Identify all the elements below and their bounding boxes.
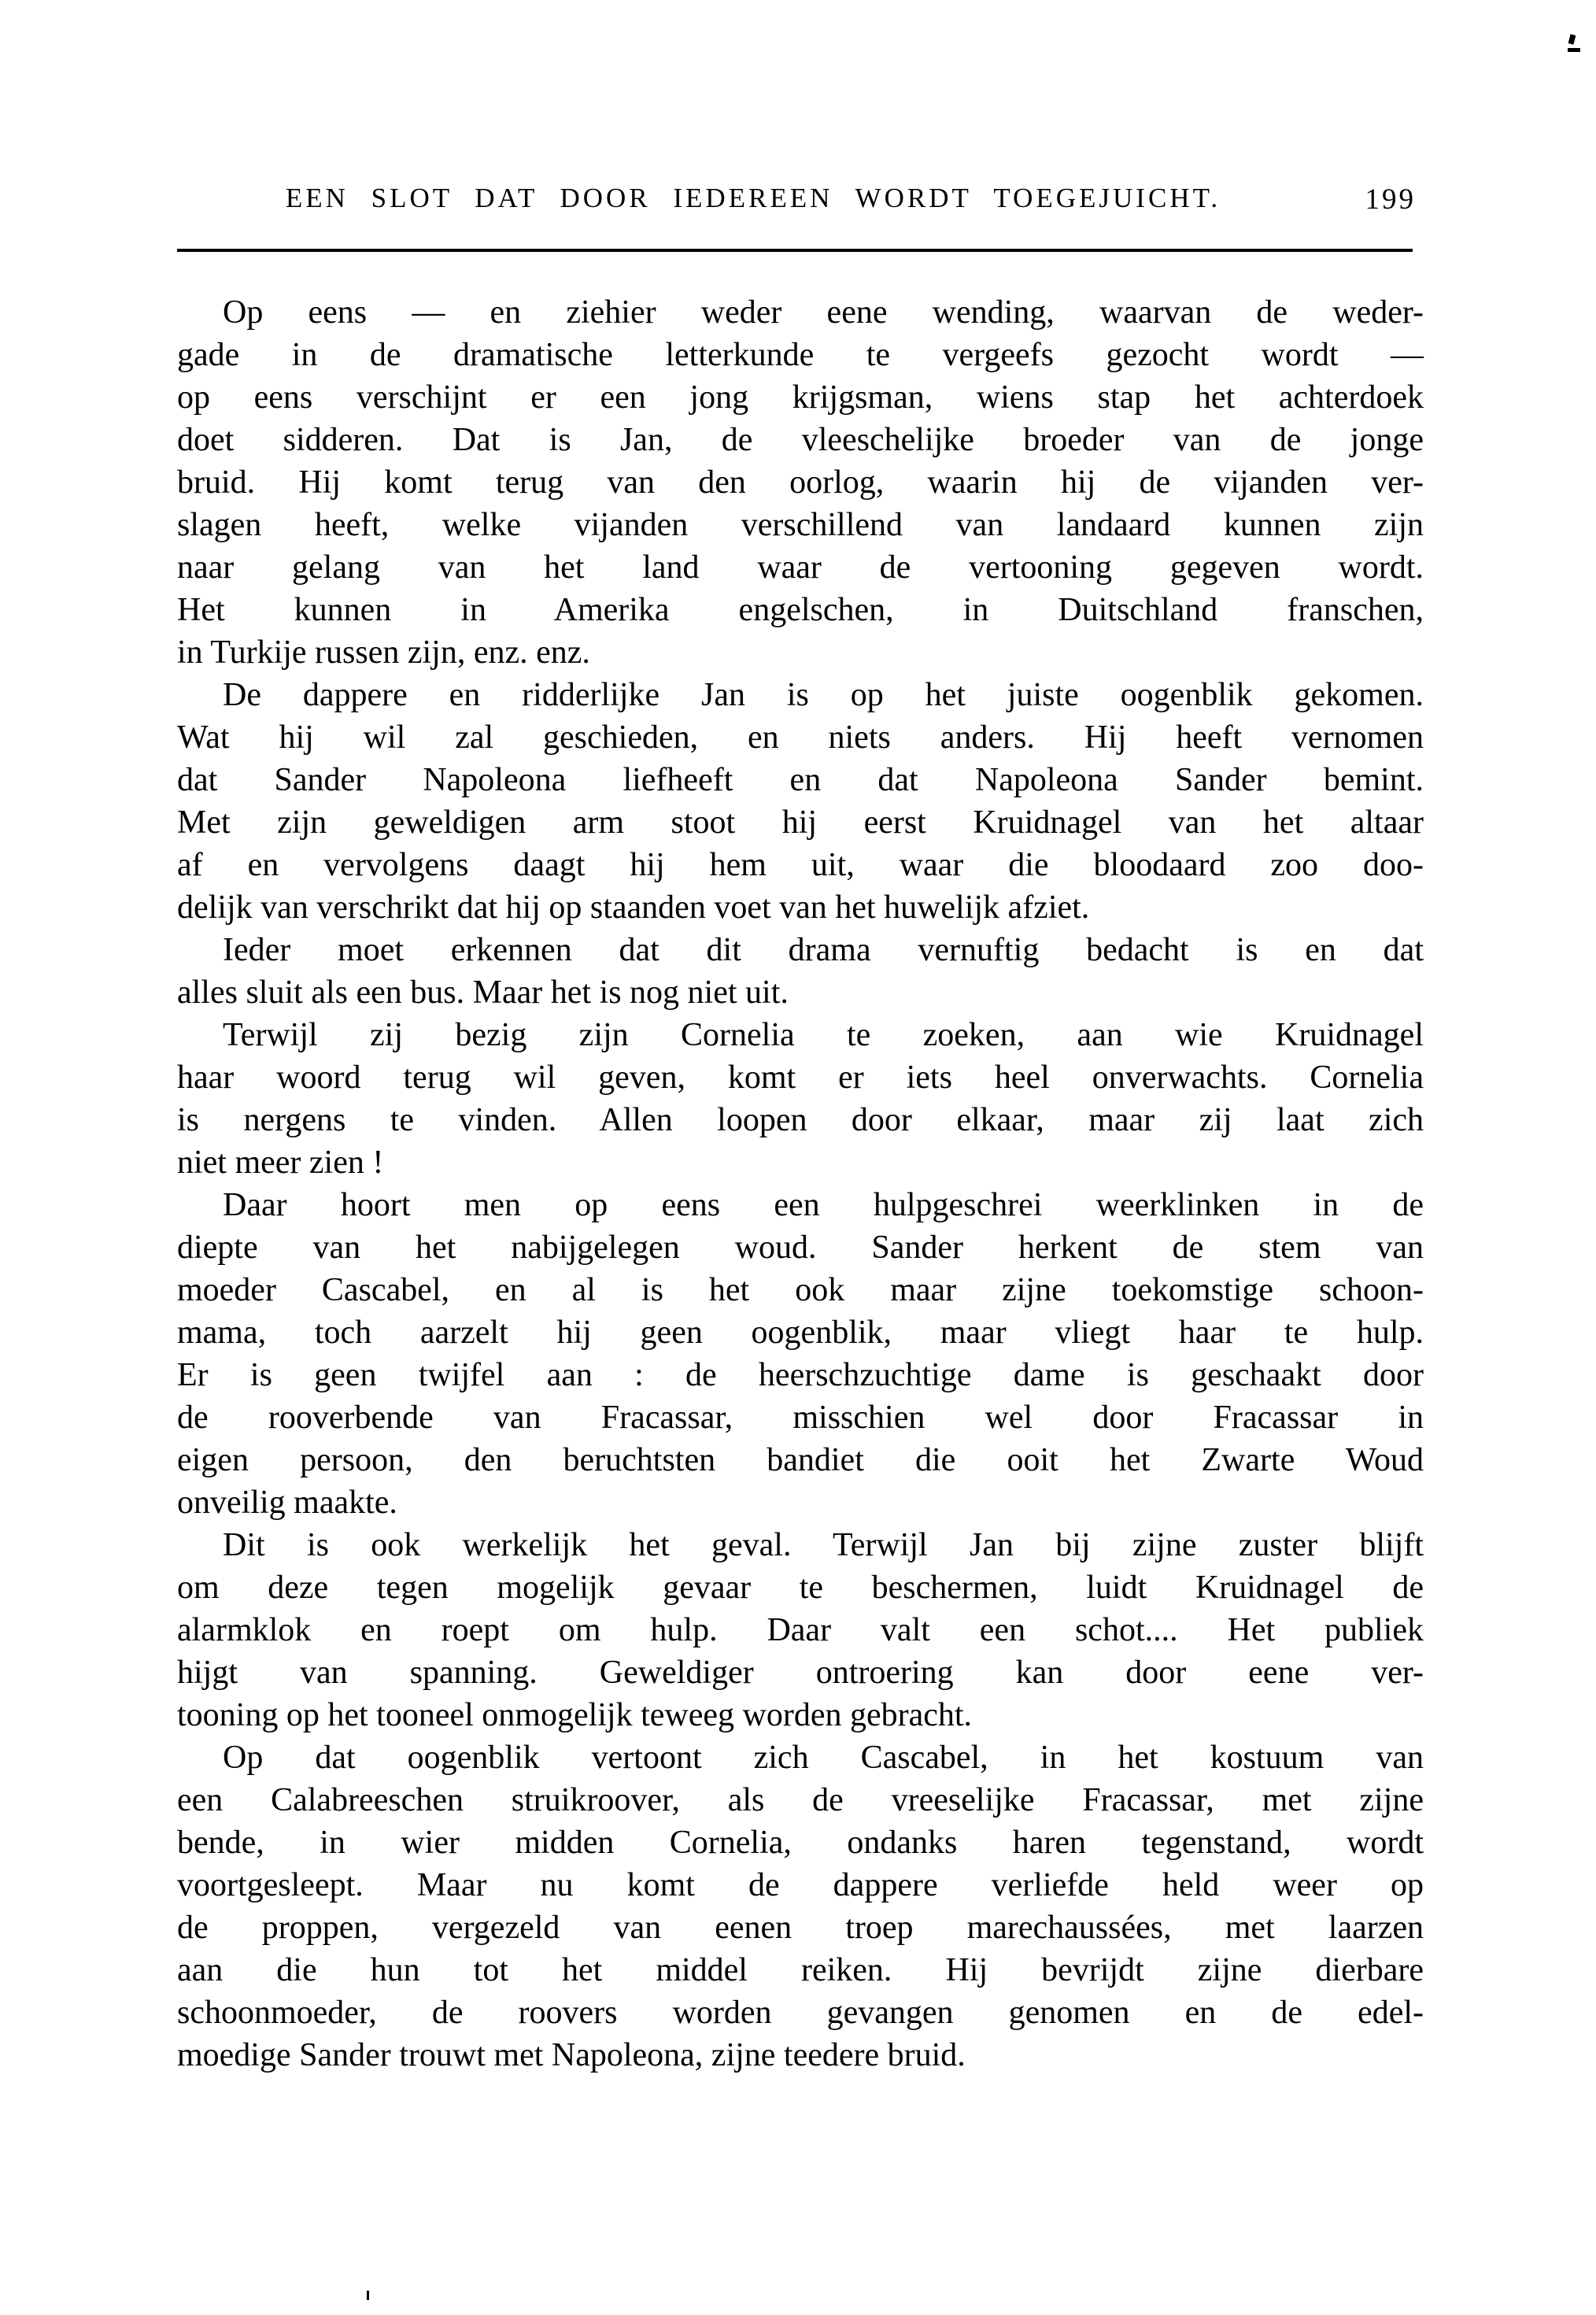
- paragraph: [177, 1014, 1424, 1184]
- text-line: een Calabreeschen struikroover, als de vreeselijke Fracassar, met zijne: [177, 1782, 1424, 1818]
- text-line: dat Sander Napoleona liefheeft en dat Napoleona Sander bemint.: [177, 762, 1424, 798]
- paragraph: [177, 1524, 1424, 1736]
- text-line: De dappere en ridderlijke Jan is op het juiste oogenblik gekomen.: [223, 677, 1424, 713]
- text-line: de proppen, vergezeld van eenen troep marechaussées, met laarzen: [177, 1910, 1424, 1946]
- text-line: bruid. Hij komt terug van den oorlog, waarin hij de vijanden ver-: [177, 464, 1424, 501]
- text-line: om deze tegen mogelijk gevaar te beschermen, luidt Kruidnagel de: [177, 1570, 1424, 1606]
- running-head: [177, 183, 1424, 222]
- text-line: naar gelang van het land waar de vertooning gegeven wordt.: [177, 549, 1424, 586]
- text-line: Er is geen twijfel aan : de heerschzuchtige dame is geschaakt door: [177, 1357, 1424, 1393]
- text-line: tooning op het tooneel onmogelijk teweeg worden gebracht.: [177, 1697, 973, 1733]
- text-line: in Turkije russen zijn, enz. enz.: [177, 634, 590, 671]
- text-line: haar woord terug wil geven, komt er iets heel onverwachts. Cornelia: [177, 1060, 1424, 1096]
- text-line: Op eens — en ziehier weder eene wending, waarvan de weder-: [223, 294, 1424, 331]
- text-line: diepte van het nabijgelegen woud. Sander herkent de stem van: [177, 1230, 1424, 1266]
- text-line: Op dat oogenblik vertoont zich Cascabel, in het kostuum van: [223, 1740, 1424, 1776]
- text-line: alarmklok en roept om hulp. Daar valt een schot.... Het publiek: [177, 1612, 1424, 1648]
- text-line: de rooverbende van Fracassar, misschien wel door Fracassar in: [177, 1400, 1424, 1436]
- text-line: op eens verschijnt er een jong krijgsman, wiens stap het achterdoek: [177, 379, 1424, 416]
- ink-speck: [1568, 34, 1576, 44]
- text-line: Het kunnen in Amerika engelschen, in Duitschland franschen,: [177, 592, 1424, 628]
- text-line: aan die hun tot het middel reiken. Hij bevrijdt zijne dierbare: [177, 1952, 1424, 1988]
- ink-speck: [367, 2291, 369, 2300]
- text-line: af en vervolgens daagt hij hem uit, waar die bloodaard zoo doo-: [177, 847, 1424, 883]
- text-line: Dit is ook werkelijk het geval. Terwijl Jan bij zijne zuster blijft: [223, 1527, 1424, 1563]
- text-line: alles sluit als een bus. Maar het is nog niet uit.: [177, 974, 789, 1011]
- text-line: onveilig maakte.: [177, 1485, 397, 1521]
- text-line: Met zijn geweldigen arm stoot hij eerst Kruidnagel van het altaar: [177, 804, 1424, 841]
- text-line: doet sidderen. Dat is Jan, de vleeschelijke broeder van de jonge: [177, 422, 1424, 458]
- text-line: slagen heeft, welke vijanden verschillend van landaard kunnen zijn: [177, 507, 1424, 543]
- paragraph: [177, 1184, 1424, 1524]
- text-line: Daar hoort men op eens een hulpgeschrei weerklinken in de: [223, 1187, 1424, 1223]
- paragraph: [177, 291, 1424, 674]
- text-line: moeder Cascabel, en al is het ook maar zijne toekomstige schoon-: [177, 1272, 1424, 1308]
- divider-rule: [177, 249, 1413, 252]
- text-line: schoonmoeder, de roovers worden gevangen genomen en de edel-: [177, 1995, 1424, 2031]
- ink-speck: [1568, 48, 1580, 52]
- text-line: delijk van verschrikt dat hij op staanden voet van het huwelijk afziet.: [177, 889, 1090, 926]
- text-line: Ieder moet erkennen dat dit drama vernuftig bedacht is en dat: [223, 932, 1424, 968]
- text-line: is nergens te vinden. Allen loopen door elkaar, maar zij laat zich: [177, 1102, 1424, 1138]
- body-text: [177, 291, 1424, 2076]
- text-line: mama, toch aarzelt hij geen oogenblik, maar vliegt haar te hulp.: [177, 1315, 1424, 1351]
- paragraph: [177, 674, 1424, 929]
- text-line: Terwijl zij bezig zijn Cornelia te zoeken, aan wie Kruidnagel: [223, 1017, 1424, 1053]
- paragraph: [177, 929, 1424, 1014]
- text-line: gade in de dramatische letterkunde te vergeefs gezocht wordt —: [177, 337, 1424, 373]
- text-line: niet meer zien !: [177, 1145, 384, 1181]
- text-line: hijgt van spanning. Geweldiger ontroering kan door eene ver-: [177, 1655, 1424, 1691]
- running-head-title: EEN SLOT DAT DOOR IEDEREEN WORDT TOEGEJUICHT.: [285, 183, 1221, 213]
- text-line: bende, in wier midden Cornelia, ondanks haren tegenstand, wordt: [177, 1825, 1424, 1861]
- text-line: eigen persoon, den beruchtsten bandiet die ooit het Zwarte Woud: [177, 1442, 1424, 1478]
- text-line: Wat hij wil zal geschieden, en niets anders. Hij heeft vernomen: [177, 719, 1424, 756]
- text-line: voortgesleept. Maar nu komt de dappere verliefde held weer op: [177, 1867, 1424, 1903]
- text-line: moedige Sander trouwt met Napoleona, zijne teedere bruid.: [177, 2037, 966, 2073]
- page-number: 199: [1365, 183, 1416, 216]
- paragraph: [177, 1736, 1424, 2076]
- text-block: [177, 183, 1424, 2076]
